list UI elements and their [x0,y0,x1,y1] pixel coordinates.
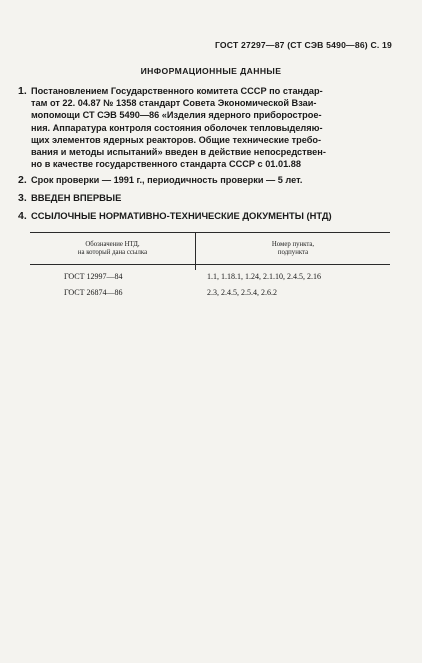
item-number: 2. [18,174,27,186]
item-text: Срок проверки — 1991 г., периодичность проверки — 5 лет. [31,175,303,185]
text-line: но в качестве государственного стандарта СССР с 01.01.88 [31,159,301,170]
item-number: 4. [18,210,27,222]
table-header-rule [30,264,390,265]
table-cell-ntd: ГОСТ 12997—84 [64,272,123,281]
text-line: Постановлением Государственного комитета СССР по стандар- [31,86,323,96]
info-item-3 [18,192,398,204]
item-text: ВВЕДЕН ВПЕРВЫЕ [31,192,122,203]
table-cell-clause: 2.3, 2.4.5, 2.5.4, 2.6.2 [207,288,277,297]
table-top-rule [30,232,390,233]
item-number: 1. [18,85,27,97]
page-header: ГОСТ 27297—87 (СТ СЭВ 5490—86) С. 19 [214,40,392,50]
text-line: вания и методы испытаний» введен в действие непосредствен- [31,147,326,158]
table-cell-clause: 1.1, 1.18.1, 1.24, 2.1.10, 2.4.5, 2.16 [207,272,321,281]
text-line: мопомощи СТ СЭВ 5490—86 «Изделия ядерного приборострое- [31,110,322,121]
table-cell-ntd: ГОСТ 26874—86 [64,288,123,297]
info-item-1 [18,85,398,170]
info-item-2 [18,174,398,186]
text-line: ния. Аппаратура контроля состояния оболочек тепловыделяю- [31,122,323,133]
text-line: щих элементов ядерных реакторов. Общие технические требо- [31,134,322,145]
table-header-ntd: Обозначение НТД, на который дана ссылка [77,241,148,257]
text-line: там от 22. 04.87 № 1358 стандарт Совета Экономической Взаи- [31,98,317,109]
table-header-clause: Номер пункта, подпункта [271,241,315,257]
info-item-4 [18,210,398,222]
item-number: 3. [18,192,27,204]
item-text [31,85,398,170]
section-title: ИНФОРМАЦИОННЫЕ ДАННЫЕ [140,66,282,76]
item-text: ССЫЛОЧНЫЕ НОРМАТИВНО-ТЕХНИЧЕСКИЕ ДОКУМЕНТЫ (НТД) [31,210,332,221]
